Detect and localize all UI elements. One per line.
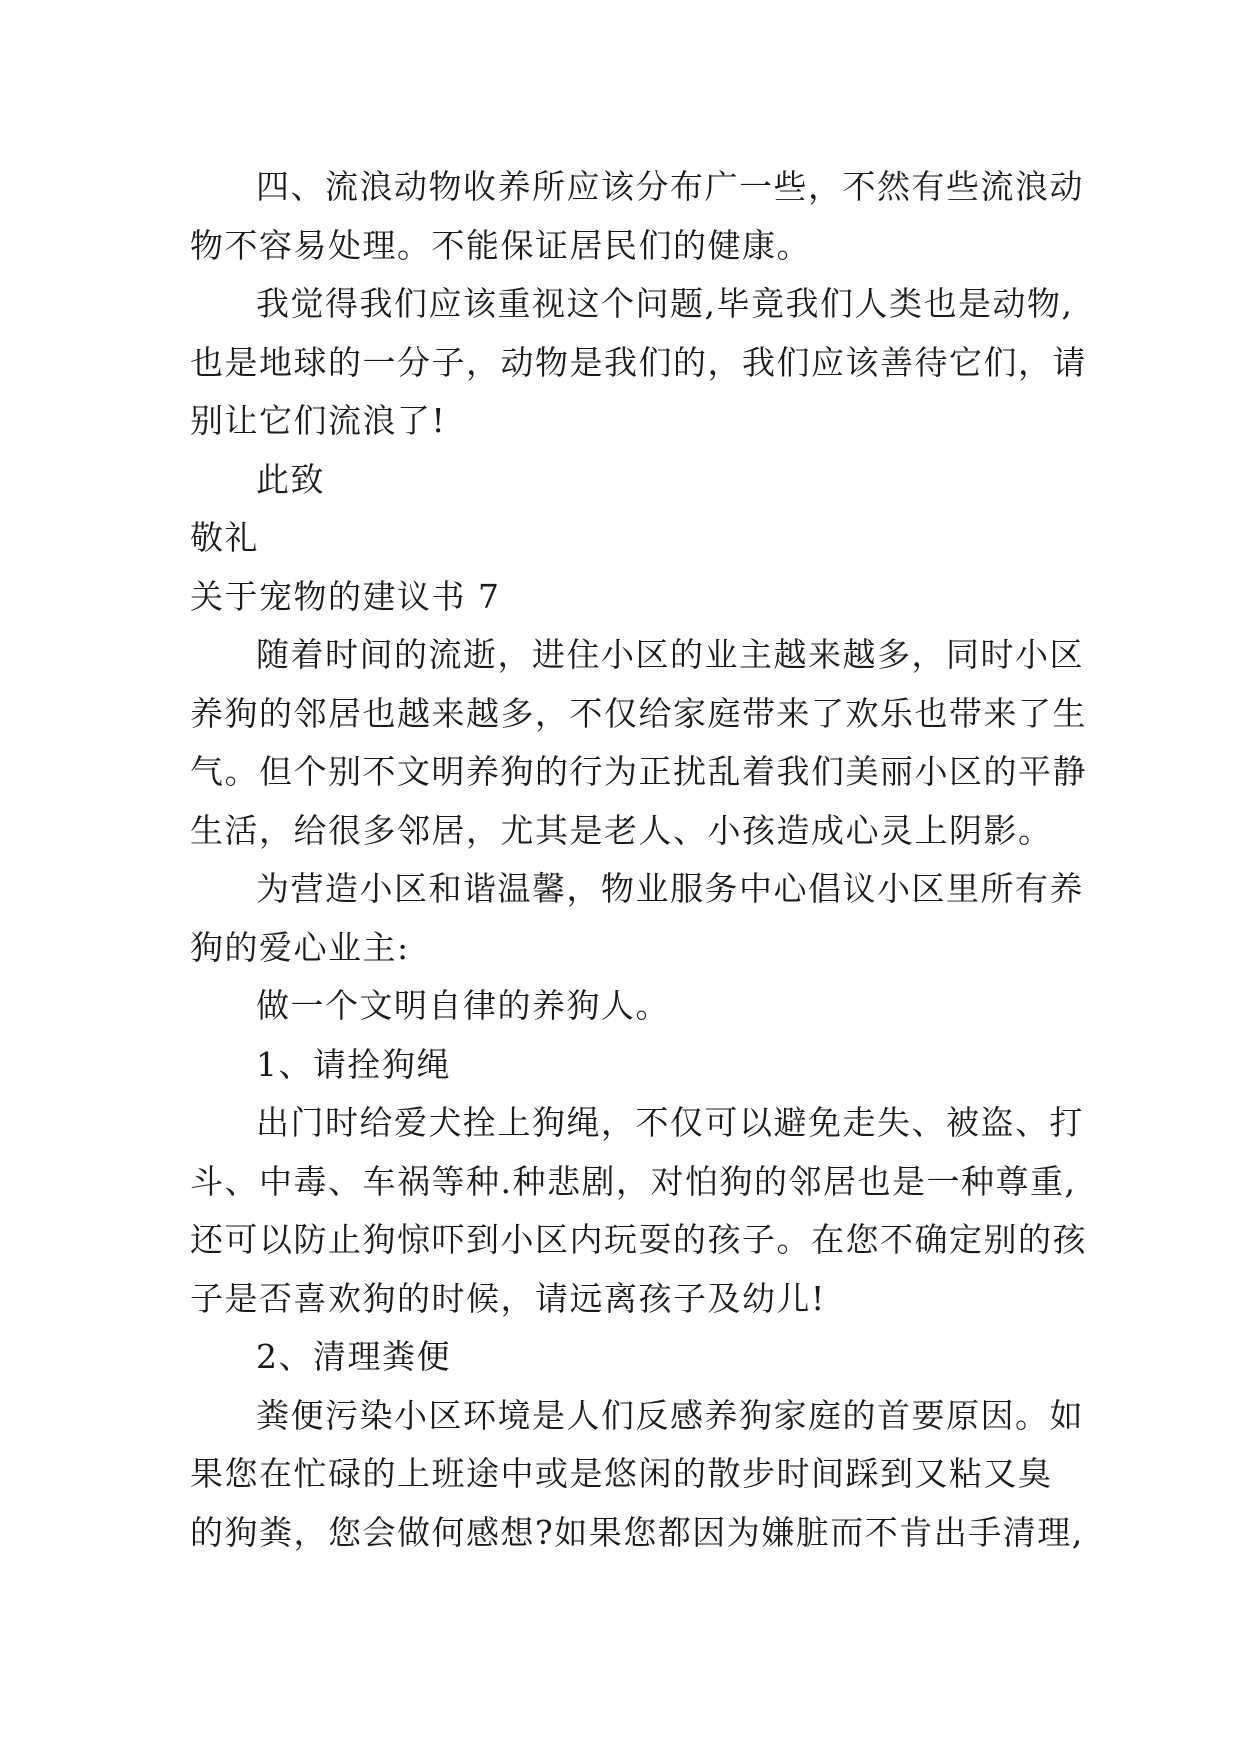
paragraph-line: 气。但个别不文明养狗的行为正扰乱着我们美丽小区的平静 [190,752,1087,791]
paragraph-line: 为营造小区和谐温馨，物业服务中心倡议小区里所有养 [256,869,1084,908]
paragraph-line: 养狗的邻居也越来越多，不仅给家庭带来了欢乐也带来了生 [190,693,1087,733]
list-heading: 1、请拴狗绳 [256,1044,451,1084]
paragraph-line: 的狗粪，您会做何感想?如果您都因为嫌脏而不肯出手清理, [190,1512,1084,1552]
section-title: 关于宠物的建议书 7 [190,576,501,616]
paragraph-line: 做一个文明自律的养狗人。 [256,986,670,1025]
closing-salutation: 敬礼 [190,518,259,557]
paragraph-line: 狗的爱心业主: [190,927,410,967]
paragraph-line: 出门时给爱犬拴上狗绳，不仅可以避免走失、被盗、打 [256,1103,1084,1142]
list-heading: 2、清理粪便 [256,1337,451,1376]
paragraph-line: 也是地球的一分子，动物是我们的，我们应该善待它们，请 [190,342,1087,382]
paragraph-line: 四、流浪动物收养所应该分布广一些，不然有些流浪动 [256,167,1084,206]
paragraph-line: 粪便污染小区环境是人们反感养狗家庭的首要原因。如 [256,1395,1084,1435]
paragraph-line: 随着时间的流逝，进住小区的业主越来越多，同时小区 [256,635,1084,674]
closing-line: 此致 [256,459,325,499]
document-body [190,158,1087,1562]
paragraph-line: 斗、中毒、车祸等种.种悲剧，对怕狗的邻居也是一种尊重, [190,1161,1077,1201]
paragraph-line: 别让它们流浪了! [190,401,447,440]
paragraph-line: 生活，给很多邻居，尤其是老人、小孩造成心灵上阴影。 [190,810,1053,850]
paragraph-line: 还可以防止狗惊吓到小区内玩耍的孩子。在您不确定别的孩 [190,1220,1087,1259]
paragraph-line: 物不容易处理。不能保证居民们的健康。 [190,225,811,265]
paragraph-line: 我觉得我们应该重视这个问题,毕竟我们人类也是动物, [256,284,1074,323]
paragraph-line: 果您在忙碌的上班途中或是悠闲的散步时间踩到又粘又臭 [190,1454,1053,1493]
paragraph-line: 子是否喜欢狗的时候，请远离孩子及幼儿! [190,1278,826,1318]
